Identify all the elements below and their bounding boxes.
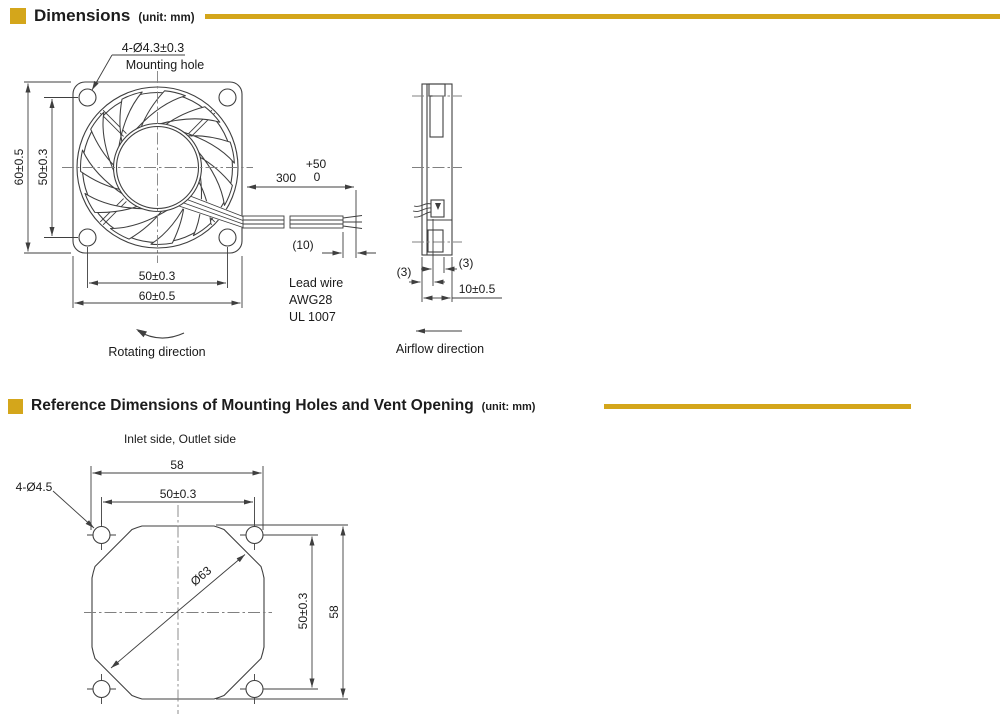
unit-note: (unit: mm)	[138, 11, 195, 24]
fan-front-view	[62, 71, 253, 263]
unit-note: (unit: mm)	[481, 401, 536, 413]
dim-width-outer: 60±0.5	[138, 289, 176, 303]
side-view-dimensions	[409, 219, 502, 331]
vent-dim-right-outer: 58	[327, 605, 341, 619]
dim-width-holes: 50±0.3	[138, 269, 176, 283]
dim-wire-tol-plus: +50	[305, 157, 327, 171]
vent-dim-top-holes: 50±0.3	[159, 487, 197, 501]
dim-wire-bare-end: (10)	[292, 238, 314, 252]
section-title: Reference Dimensions of Mounting Holes and Vent Opening	[31, 397, 474, 414]
lead-wire-awg: AWG28	[289, 293, 333, 307]
rotating-direction-label: Rotating direction	[108, 345, 206, 359]
mounting-hole-callout: 4-Ø4.3±0.3	[121, 41, 185, 55]
dim-height-outer: 60±0.5	[12, 148, 26, 186]
vent-title: Inlet side, Outlet side	[123, 432, 237, 446]
fan-side-view	[412, 84, 462, 255]
vent-dim-right-holes: 50±0.3	[296, 592, 310, 630]
dim-offset-right: (3)	[458, 256, 474, 270]
wire-exit-mark	[435, 203, 441, 210]
vent-hole-callout: 4-Ø4.5	[15, 480, 53, 494]
section-title: Dimensions	[34, 6, 131, 25]
dim-offset-left: (3)	[396, 265, 412, 279]
vent-opening-view	[84, 505, 272, 714]
vent-dim-top-outer: 58	[170, 458, 184, 472]
dim-wire-length: 300	[275, 171, 297, 185]
vent-diameter-arrow	[111, 611, 178, 668]
mounting-hole-label: Mounting hole	[125, 58, 205, 72]
dim-height-holes: 50±0.3	[36, 148, 50, 186]
lead-wire-label: Lead wire	[289, 276, 344, 290]
dim-wire-tol-minus: 0	[313, 170, 321, 184]
airflow-direction-label: Airflow direction	[395, 342, 485, 356]
dim-thickness: 10±0.5	[458, 282, 496, 296]
lead-wire-ul: UL 1007	[289, 310, 336, 324]
vent-dim-circle: Ø63	[187, 563, 215, 589]
